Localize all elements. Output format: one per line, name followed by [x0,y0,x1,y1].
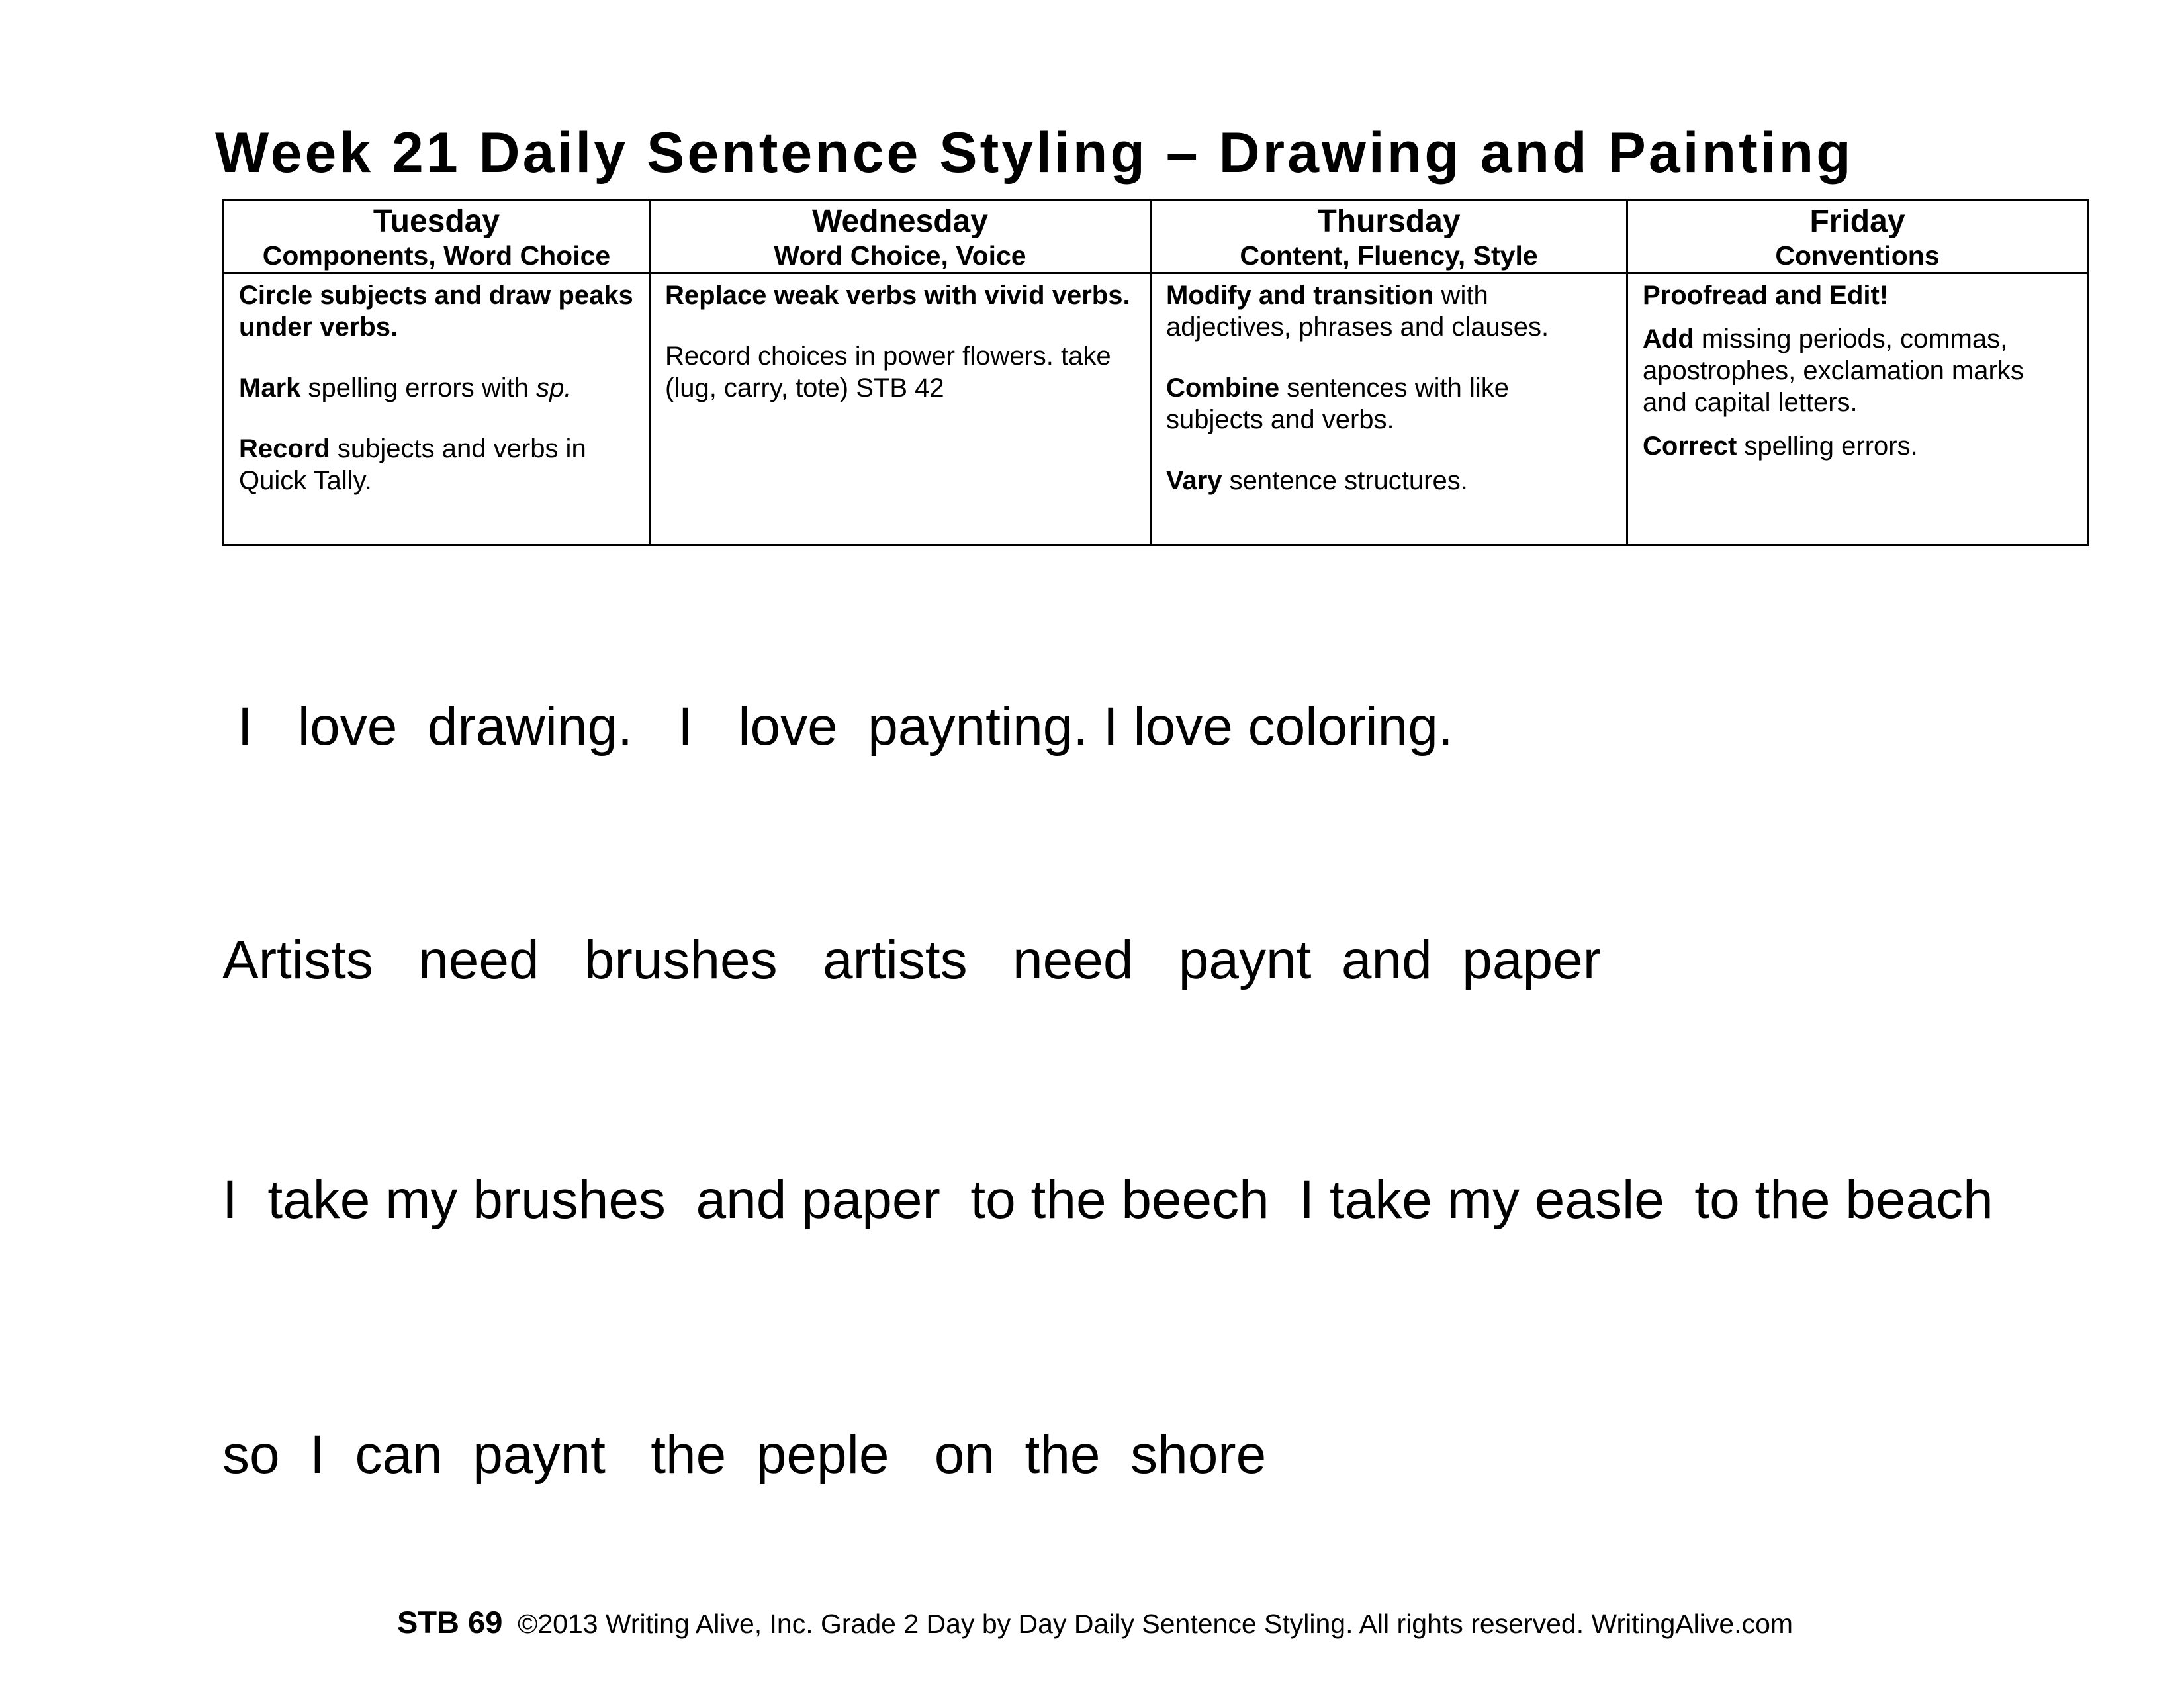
instruction-italic: sp. [536,373,572,403]
weekly-schedule-table [222,199,2089,546]
day-header-friday [1627,200,2088,273]
day-focus: Components, Word Choice [262,240,611,271]
instructions-thursday [1151,273,1627,545]
practice-sentence-3: I take my brushes and paper to the beech I take my easle to the beach [222,1170,1993,1230]
day-focus: Content, Fluency, Style [1240,240,1538,271]
instruction-keyword: Proofread and Edit! [1643,281,1889,310]
practice-sentence-1: I love drawing. I love paynting. I love coloring. [222,696,1453,757]
day-name: Tuesday [373,204,500,239]
instruction-paragraph [1643,323,2072,418]
instructions-friday [1627,273,2088,545]
instruction-text: sentence structures. [1222,466,1468,496]
day-name: Friday [1809,204,1905,239]
instruction-text: sentences with like subjects and verbs. [1166,373,1509,435]
instruction-paragraph [1166,465,1612,496]
instruction-text: with adjectives, phrases and clauses. [1166,281,1549,342]
page-title: Week 21 Daily Sentence Styling – Drawing and Painting [215,121,1854,185]
practice-sentence-4: so I can paynt the peple on the shore [222,1425,1267,1485]
copyright-text: ©2013 Writing Alive, Inc. Grade 2 Day by Day Daily Sentence Styling. All rights reserved. WritingAlive.com [502,1609,1794,1639]
instruction-paragraph [1166,372,1612,436]
copyright-footer [397,1607,1793,1638]
instruction-paragraph [239,372,634,404]
instructions-wednesday [650,273,1151,545]
instruction-text: Record choices in power flowers. take (lug, carry, tote) STB 42 [665,342,1111,403]
instruction-text: missing periods, commas, apostrophes, exclamation marks and capital letters. [1643,324,2024,418]
page-code: STB 69 [397,1605,503,1640]
day-header-wednesday [650,200,1151,273]
day-header-tuesday [224,200,650,273]
instruction-text: spelling errors. [1737,432,1918,461]
instruction-keyword: Mark [239,373,301,403]
instruction-keyword: Circle subjects and draw peaks under verbs. [239,281,633,342]
instruction-keyword: Modify and transition [1166,281,1434,310]
instruction-paragraph [1643,430,2072,462]
instruction-paragraph [1166,279,1612,343]
instruction-keyword: Replace weak verbs with vivid verbs. [665,281,1130,310]
day-focus: Word Choice, Voice [774,240,1026,271]
instruction-keyword: Correct [1643,432,1737,461]
instruction-paragraph [665,279,1135,311]
schedule-header-row [224,200,2088,273]
instruction-paragraph [239,433,634,496]
instruction-keyword: Combine [1166,373,1280,403]
instruction-paragraph [239,279,634,343]
day-header-thursday [1151,200,1627,273]
schedule-instructions-row [224,273,2088,545]
practice-sentence-2: Artists need brushes artists need paynt and paper [222,930,1602,990]
day-name: Wednesday [812,204,988,239]
instruction-text: subjects and verbs in Quick Tally. [239,434,586,496]
instruction-keyword: Add [1643,324,1694,354]
instruction-paragraph [1643,279,2072,311]
day-focus: Conventions [1775,240,1940,271]
instruction-keyword: Record [239,434,330,464]
instruction-paragraph [665,340,1135,404]
day-name: Thursday [1317,204,1461,239]
instructions-tuesday [224,273,650,545]
instruction-keyword: Vary [1166,466,1222,496]
instruction-text: spelling errors with [300,373,537,403]
